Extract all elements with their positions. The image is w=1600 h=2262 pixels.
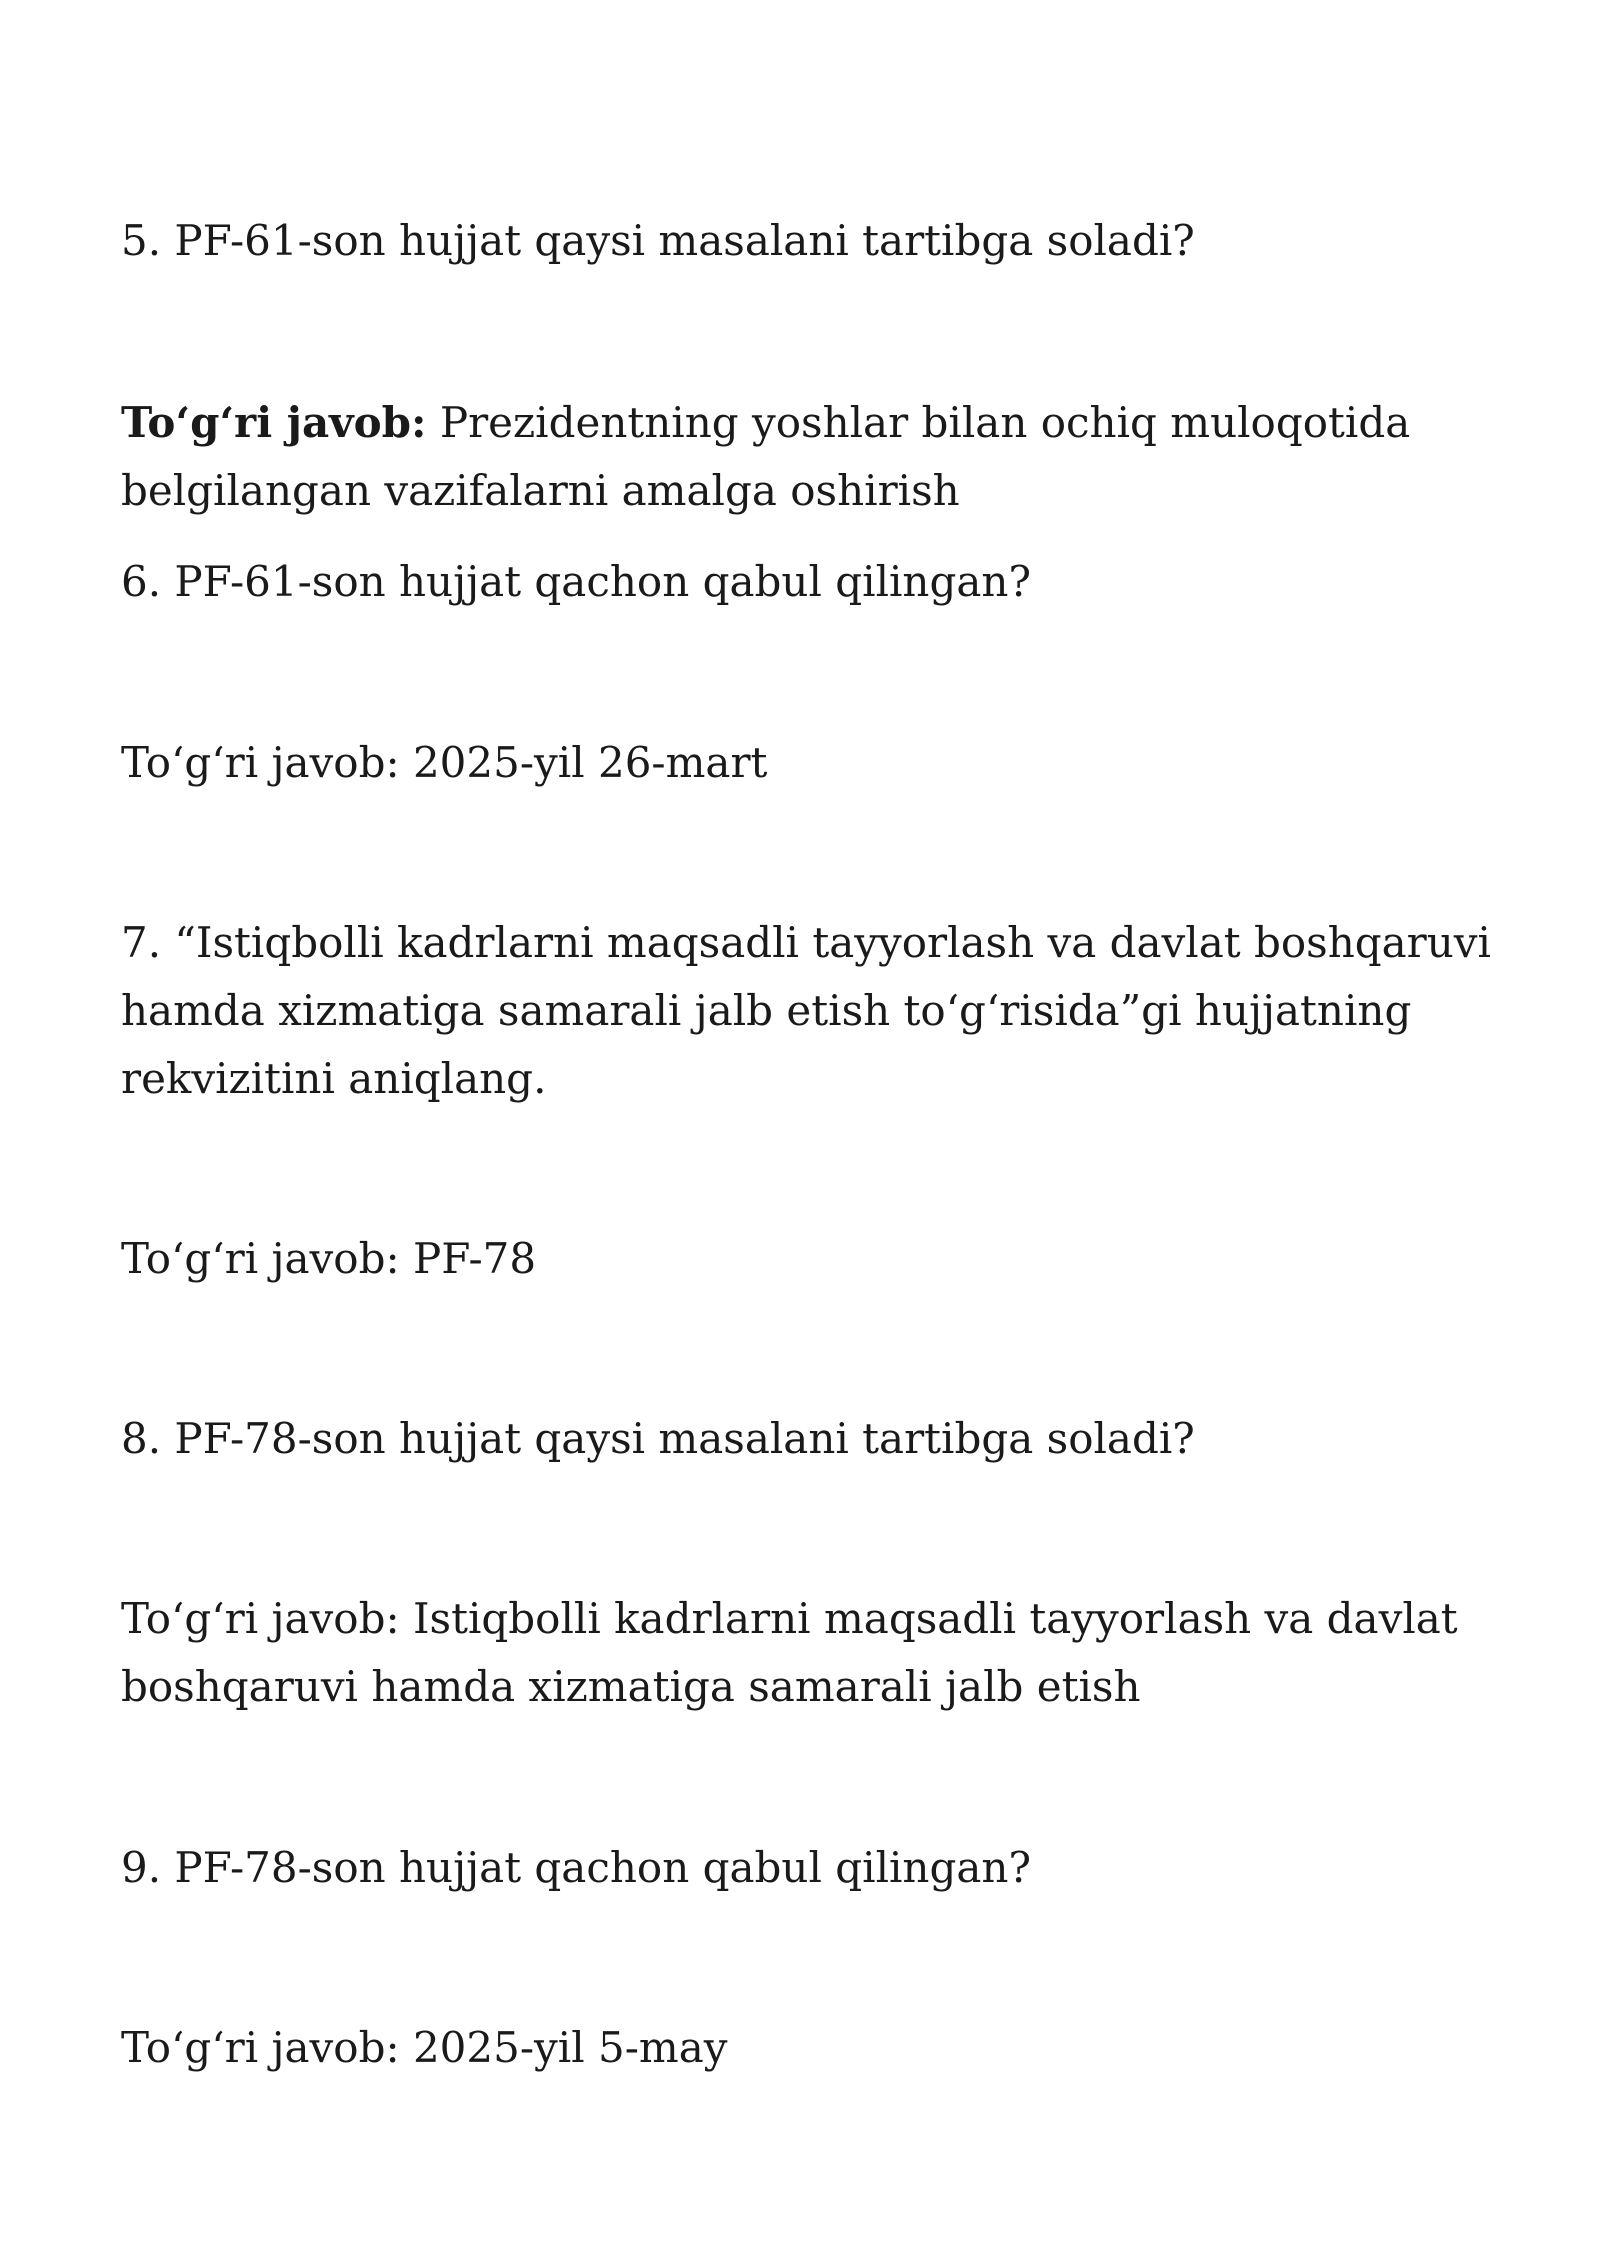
question-5: 5. PF-61-son hujjat qaysi masalani tartibga soladi? xyxy=(121,216,1195,265)
answer-7: To‘g‘ri javob: PF-78 xyxy=(121,1234,537,1283)
answer-9: To‘g‘ri javob: 2025-yil 5-may xyxy=(121,2023,728,2072)
question-9: 9. PF-78-son hujjat qachon qabul qilingan? xyxy=(121,1843,1031,1892)
question-7-line-2: hamda xizmatiga samarali jalb etish to‘g‘risida”gi hujjatning xyxy=(121,986,1412,1035)
answer-5-line-2: belgilangan vazifalarni amalga oshirish xyxy=(121,466,960,515)
question-6: 6. PF-61-son hujjat qachon qabul qilingan? xyxy=(121,557,1031,606)
answer-8-line-1: To‘g‘ri javob: Istiqbolli kadrlarni maqsadli tayyorlash va davlat xyxy=(121,1594,1458,1643)
question-7-line-1: 7. “Istiqbolli kadrlarni maqsadli tayyorlash va davlat boshqaruvi xyxy=(121,918,1491,967)
answer-8-line-2: boshqaruvi hamda xizmatiga samarali jalb etish xyxy=(121,1662,1141,1711)
answer-5-line-1 xyxy=(121,389,1501,457)
question-8: 8. PF-78-son hujjat qaysi masalani tartibga soladi? xyxy=(121,1414,1195,1463)
question-7-line-3: rekvizitini aniqlang. xyxy=(121,1054,547,1103)
answer-5-label: To‘g‘ri javob: xyxy=(121,398,427,447)
answer-5-text: Prezidentning yoshlar bilan ochiq muloqotida xyxy=(426,398,1411,447)
answer-6: To‘g‘ri javob: 2025-yil 26-mart xyxy=(121,738,768,787)
